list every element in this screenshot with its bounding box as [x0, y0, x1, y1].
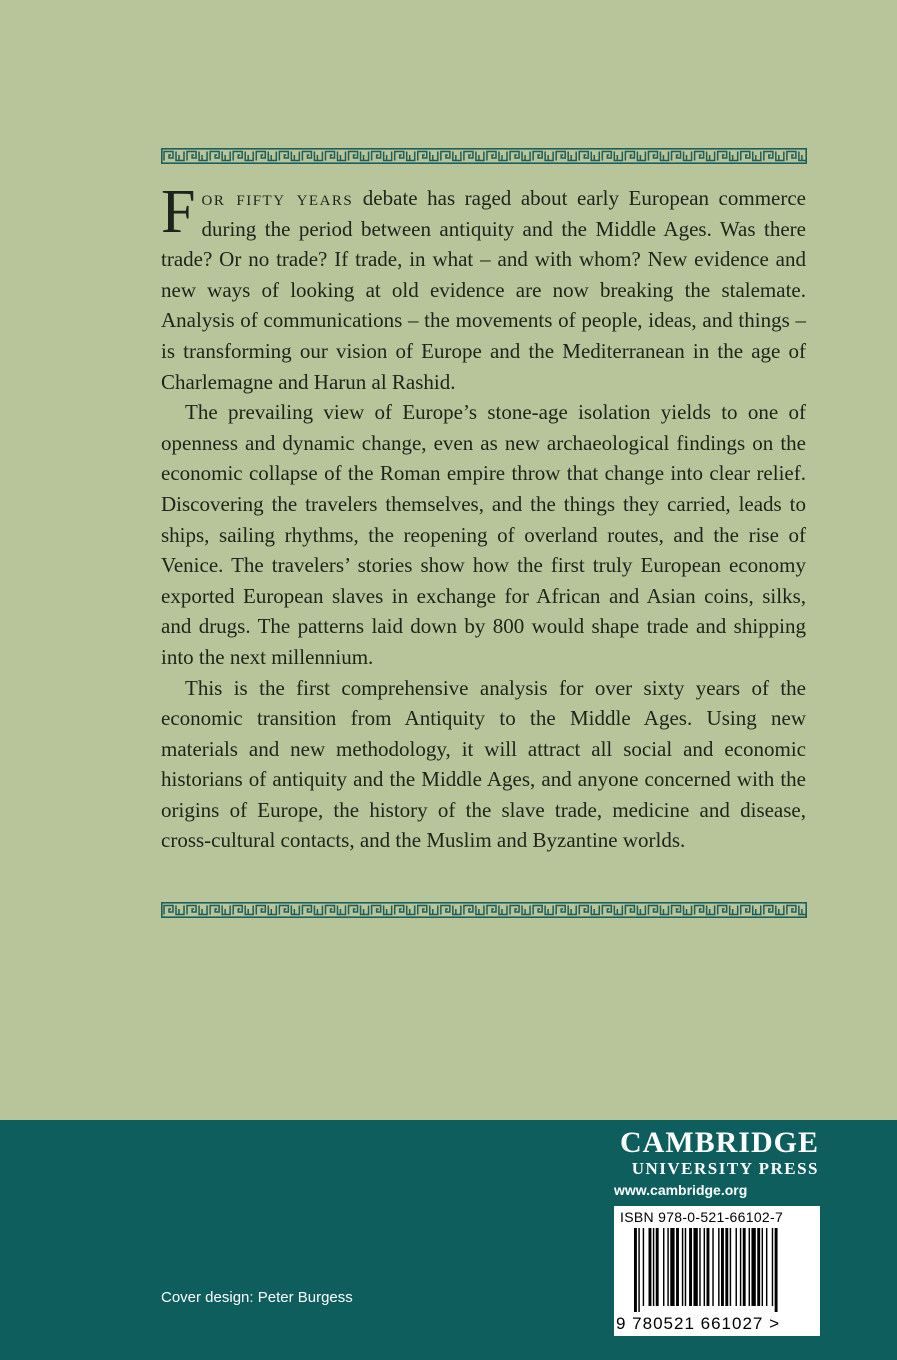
publisher-press: UNIVERSITY PRESS: [631, 1159, 819, 1178]
paragraph-3: This is the first comprehensive analysis for over sixty years of the economic transition from Antiquity to the Middle Ages. Using new materials and new methodology, it will attract all social and economic historians of antiquity and the Middle Ages, and anyone concerned with the origins of Europe, the history of the slave trade, medicine and disease, cross-cultural contacts, and the Muslim and Byzantine worlds.: [161, 675, 806, 853]
key-motif: [787, 152, 807, 161]
lead-in-smallcaps: or fifty years: [201, 186, 354, 210]
key-motif: [510, 906, 530, 915]
key-motif: [625, 906, 645, 915]
key-motif: [441, 152, 461, 161]
key-motif: [764, 906, 784, 915]
paragraph-1-body: debate has raged about early European commerce during the period between antiquity and the Middle Ages. Was there trade? Or no trade? If trade, in what – and with whom? New evidence and new ways of looking at old evidence are now breaking the stalemate. Analysis of communications – the movements of people, ideas, and things – is transforming our vision of Europe and the Mediterranean in the age of Charlemagne and Harun al Rashid.: [161, 186, 807, 394]
greek-key-ornament: [161, 148, 807, 164]
key-motif: [625, 152, 645, 161]
key-motif: [648, 152, 668, 161]
key-motif: [718, 906, 738, 915]
key-motif: [695, 906, 715, 915]
greek-key-ornament: [161, 902, 807, 918]
key-motif: [602, 906, 622, 915]
paragraph-1: [161, 178, 807, 397]
key-motif: [487, 152, 507, 161]
key-motif: [741, 152, 761, 161]
key-motif: [418, 152, 438, 161]
key-motif: [672, 152, 692, 161]
barcode-bars: [620, 1228, 814, 1312]
key-motif: [279, 152, 299, 161]
paragraph-2: The prevailing view of Europe’s stone-age isolation yields to one of openness and dynamic change, even as new archaeological findings on the economic collapse of the Roman empire throw that change into clear relief. Discovering the travelers themselves, and the things they carried, leads to ships, sailing rhythms, the reopening of overland routes, and the rise of Venice. The travelers’ stories show how the first truly European economy exported European slaves in exchange for African and Asian coins, silks, and drugs. The patterns laid down by 800 would shape trade and shipping into the next millennium.: [161, 400, 806, 669]
key-motif: [441, 906, 461, 915]
key-motif: [464, 152, 484, 161]
key-motif: [325, 906, 345, 915]
blurb-text: [161, 178, 807, 856]
key-motif: [164, 906, 184, 915]
key-motif: [325, 152, 345, 161]
isbn-barcode: [614, 1206, 820, 1336]
key-motif: [672, 906, 692, 915]
key-motif: [395, 906, 415, 915]
key-motif: [233, 906, 253, 915]
key-motif: [533, 906, 553, 915]
key-motif: [164, 152, 184, 161]
key-motif: [556, 906, 576, 915]
key-motif: [372, 152, 392, 161]
key-motif: [210, 152, 230, 161]
key-motif: [487, 906, 507, 915]
key-motif: [302, 152, 322, 161]
key-motif: [556, 152, 576, 161]
key-motif: [418, 906, 438, 915]
key-motif: [256, 906, 276, 915]
publisher-name: CAMBRIDGE: [619, 1126, 819, 1159]
barcode-digits: 9 780521 661027 >: [616, 1314, 781, 1333]
drop-cap: F: [161, 178, 196, 246]
key-motif: [187, 906, 207, 915]
key-motif: [464, 906, 484, 915]
key-motif: [602, 152, 622, 161]
key-motif: [648, 906, 668, 915]
key-motif: [372, 906, 392, 915]
key-motif: [279, 906, 299, 915]
key-motif: [256, 152, 276, 161]
key-motif: [695, 152, 715, 161]
key-motif: [787, 906, 807, 915]
key-motif: [233, 152, 253, 161]
footer-band: [0, 1120, 897, 1360]
key-motif: [510, 152, 530, 161]
publisher-website: www.cambridge.org: [614, 1182, 748, 1198]
key-motif: [741, 906, 761, 915]
key-motif: [395, 152, 415, 161]
key-motif: [349, 906, 369, 915]
bottom-greek-key-border: [161, 902, 807, 918]
key-motif: [187, 152, 207, 161]
key-motif: [349, 152, 369, 161]
key-motif: [579, 906, 599, 915]
key-motif: [210, 906, 230, 915]
key-motif: [764, 152, 784, 161]
top-greek-key-border: [161, 148, 807, 164]
isbn-label: ISBN 978-0-521-66102-7: [620, 1209, 784, 1225]
key-motif: [533, 152, 553, 161]
key-motif: [302, 906, 322, 915]
key-motif: [718, 152, 738, 161]
key-motif: [579, 152, 599, 161]
cover-design-credit: Cover design: Peter Burgess: [161, 1289, 353, 1306]
